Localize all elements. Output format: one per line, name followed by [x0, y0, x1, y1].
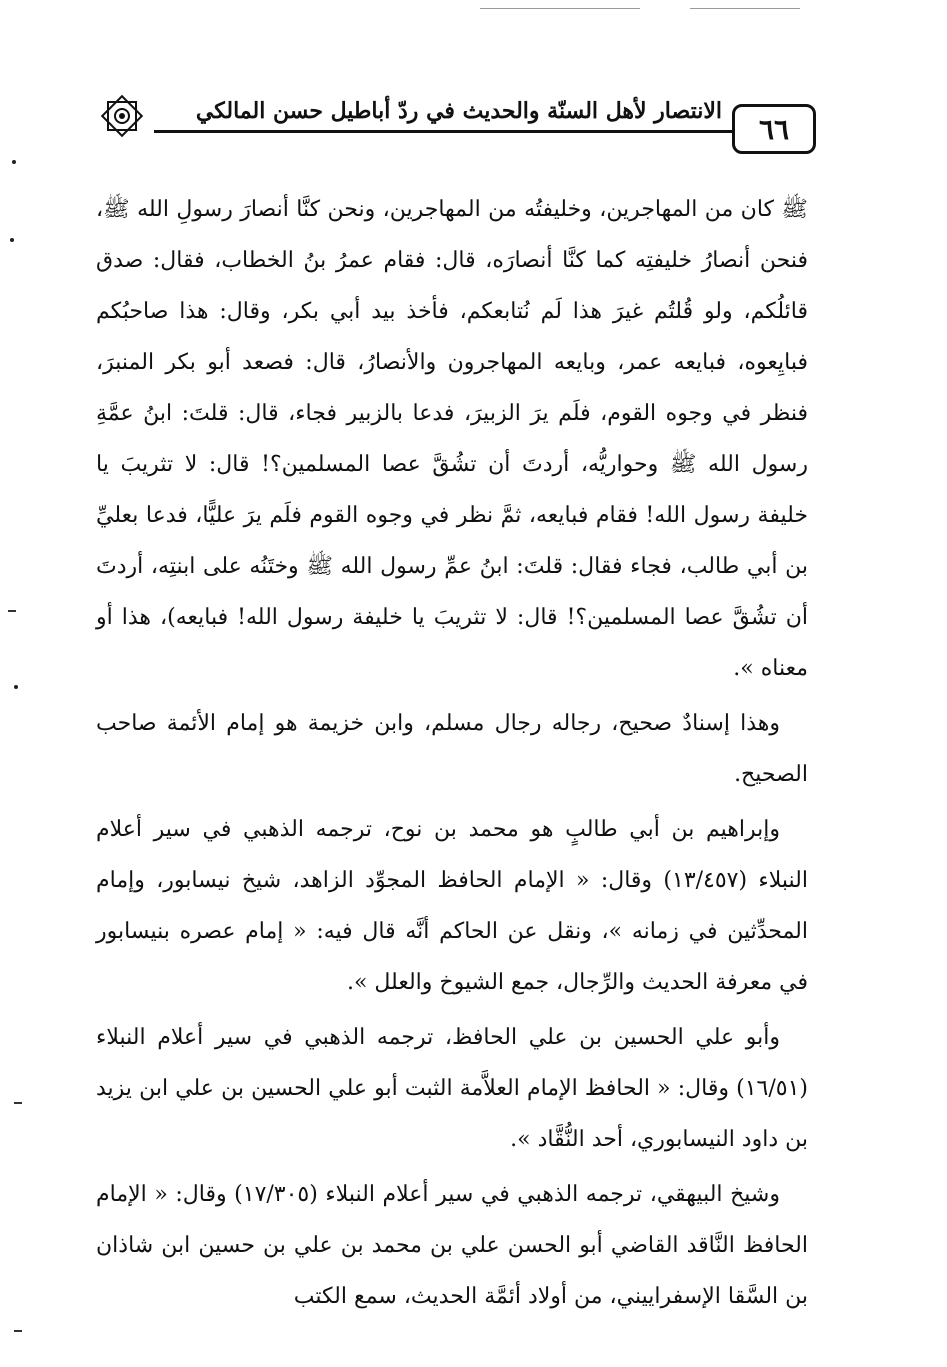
eight-point-star-ornament-icon	[96, 90, 148, 142]
scan-speck	[14, 1102, 22, 1104]
body-text	[96, 184, 808, 1326]
scan-speck	[10, 238, 14, 242]
scan-speck	[8, 610, 16, 612]
paragraph: وإبراهيم بن أبي طالبٍ هو محمد بن نوح، ترجمه الذهبي في سير أعلام النبلاء (١٣/٤٥٧) وقال: « الإمام الحافظ المجوِّد الزاهد، شيخ نيسابور، وإمام المحدِّثين في زمانه »، ونقل عن الحاكم أنَّه قال فيه: « إمام عصره بنيسابور في معرفة الحديث والرِّجال، جمع الشيوخ والعلل ».	[96, 817, 809, 995]
header-rule	[154, 130, 734, 133]
scan-edge-line	[690, 8, 800, 9]
scan-speck	[14, 685, 18, 689]
scan-speck	[12, 160, 16, 164]
paragraph: وشيخ البيهقي، ترجمه الذهبي في سير أعلام النبلاء (١٧/٣٠٥) وقال: « الإمام الحافظ النَّاقد القاضي أبو الحسن علي بن محمد بن علي بن حسين ابن شاذان بن السَّقا الإسفراييني، من أولاد أئمَّة الحديث، سمع الكتب	[96, 1182, 808, 1309]
paragraph: وهذا إسنادٌ صحيح، رجاله رجال مسلم، وابن خزيمة هو إمام الأئمة صاحب الصحيح.	[96, 711, 808, 787]
running-title: الانتصار لأهل السنّة والحديث في ردّ أباطيل حسن المالكي	[195, 98, 722, 124]
paragraph: ﷺ كان من المهاجرين، وخليفتُه من المهاجرين، ونحن كنَّا أنصارَ رسولِ الله ﷺ، فنحن أنصارُ خليفتِه كما كنَّا أنصارَه، قال: فقام عمرُ بنُ الخطاب، فقال: صدق قائلُكم، ولو قُلتُم غيرَ هذا لَم نُتابعكم، فأخذ بيد أبي بكر، وقال: هذا صاحبُكم فبايِعوه، فبايعه عمر، وبايعه المهاجرون والأنصارُ، قال: فصعد أبو بكر المنبرَ، فنظر في وجوه القوم، فلَم يرَ الزبيرَ، فدعا بالزبير فجاء، قال: قلتَ: ابنُ عمَّةِ رسول الله ﷺ وحواريُّه، أردتَ أن تشُقَّ عصا المسلمين؟! قال: لا تثريبَ يا خليفة رسول الله! فقام فبايعه، ثمَّ نظر في وجوه القوم فلَم يرَ عليًّا، فدعا بعليِّ بن أبي طالب، فجاء فقال: قلتَ: ابنُ عمِّ رسول الله ﷺ وختَنُه على ابنتِه، أردتَ أن تشُقَّ عصا المسلمين؟! قال: لا تثريبَ يا خليفة رسول الله! فبايعه)، هذا أو معناه ».	[96, 197, 808, 681]
scan-edge-line	[480, 8, 640, 9]
paragraph: وأبو علي الحسين بن علي الحافظ، ترجمه الذهبي في سير أعلام النبلاء (١٦/٥١) وقال: « الحافظ الإمام العلاَّمة الثبت أبو علي الحسين بن علي ابن يزيد بن داود النيسابوري، أحد النُّقَّاد ».	[96, 1025, 808, 1152]
page-number: ٦٦	[732, 104, 816, 154]
scan-speck	[14, 1330, 22, 1332]
page-header	[96, 86, 816, 156]
